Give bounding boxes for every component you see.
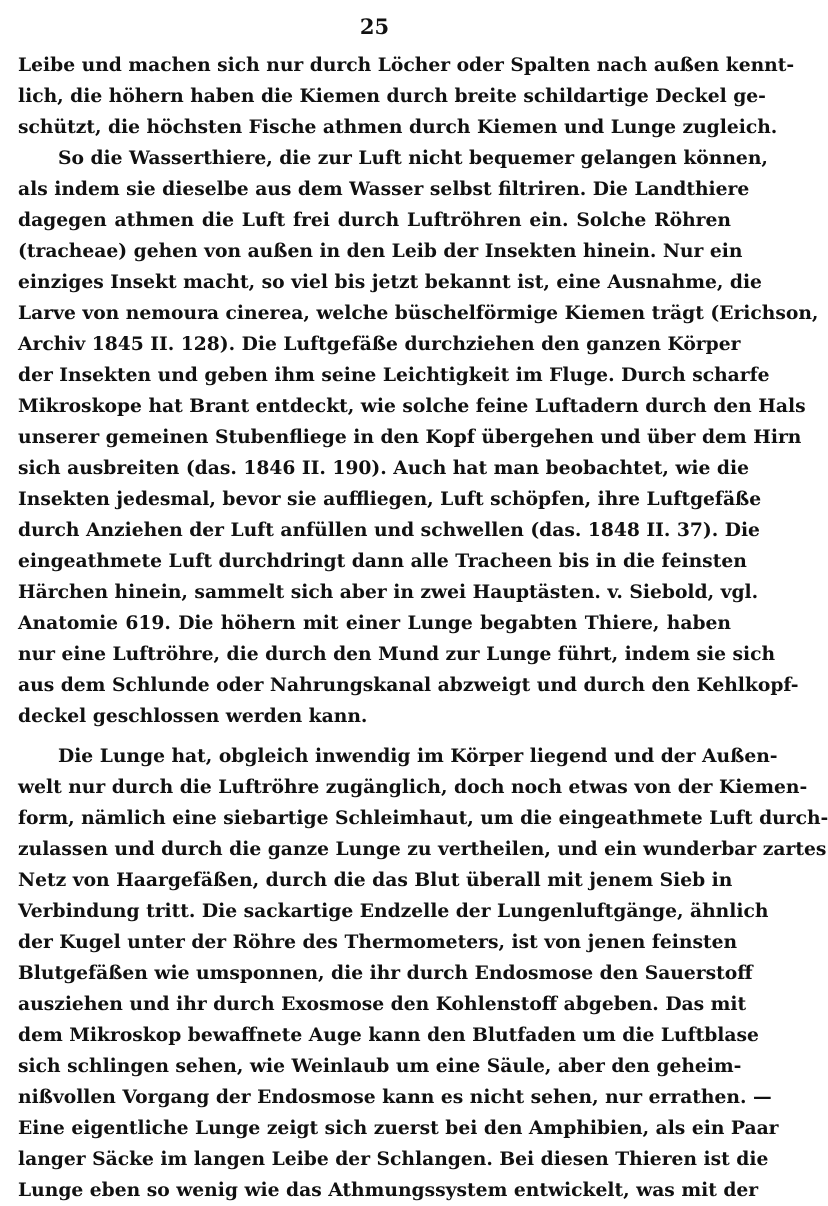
text-line: eingeathmete Luft durchdringt dann alle Tracheen bis in die feinsten [18, 550, 747, 572]
text-line: Insekten jedesmal, bevor sie auffliegen, Luft schöpfen, ihre Luftgefäße [18, 488, 762, 510]
text-line: Leibe und machen sich nur durch Löcher oder Spalten nach außen kennt- [18, 54, 795, 76]
text-line: aus dem Schlunde oder Nahrungskanal abzweigt und durch den Kehlkopf- [18, 674, 799, 696]
text-line: Netz von Haargefäßen, durch die das Blut überall mit jenem Sieb in [18, 869, 733, 891]
text-line: (tracheae) gehen von außen in den Leib der Insekten hinein. Nur ein [18, 240, 743, 262]
text-line: dagegen athmen die Luft frei durch Luftröhren ein. Solche Röhren [18, 209, 731, 231]
body-text [18, 50, 828, 1206]
paragraph [18, 741, 828, 1206]
text-line: als indem sie dieselbe aus dem Wasser selbst filtriren. Die Landthiere [18, 178, 750, 200]
text-line: Mikroskope hat Brant entdeckt, wie solche feine Luftadern durch den Hals [18, 395, 806, 417]
text-line: lich, die höhern haben die Kiemen durch breite schildartige Deckel ge- [18, 85, 766, 107]
text-line: nißvollen Vorgang der Endosmose kann es nicht sehen, nur errathen. — [18, 1086, 772, 1108]
text-line: sich schlingen sehen, wie Weinlaub um eine Säule, aber den geheim- [18, 1055, 742, 1077]
text-line: Anatomie 619. Die höhern mit einer Lunge begabten Thiere, haben [18, 612, 731, 634]
text-line: deckel geschlossen werden kann. [18, 705, 368, 727]
text-line: Härchen hinein, sammelt sich aber in zwei Hauptästen. v. Siebold, vgl. [18, 581, 759, 603]
text-line: Die Lunge hat, obgleich inwendig im Körper liegend und der Außen- [58, 745, 778, 767]
paragraph [18, 50, 795, 143]
text-line: Lunge eben so wenig wie das Athmungssystem entwickelt, was mit der [18, 1179, 759, 1201]
text-line: sich ausbreiten (das. 1846 II. 190). Auch hat man beobachtet, wie die [18, 457, 749, 479]
paragraph-gap [18, 732, 731, 741]
text-line: einziges Insekt macht, so viel bis jetzt bekannt ist, eine Ausnahme, die [18, 271, 762, 293]
paragraph [18, 143, 819, 732]
text-line: langer Säcke im langen Leibe der Schlangen. Bei diesen Thieren ist die [18, 1148, 769, 1170]
text-line: durch Anziehen der Luft anfüllen und schwellen (das. 1848 II. 37). Die [18, 519, 760, 541]
text-line: schützt, die höchsten Fische athmen durch Kiemen und Lunge zugleich. [18, 116, 778, 138]
text-line: der Insekten und geben ihm seine Leichtigkeit im Fluge. Durch scharfe [18, 364, 770, 386]
text-line: So die Wasserthiere, die zur Luft nicht bequemer gelangen können, [58, 147, 768, 169]
text-line: Archiv 1845 II. 128). Die Luftgefäße durchziehen den ganzen Körper [18, 333, 741, 355]
text-line: welt nur durch die Luftröhre zugänglich, doch noch etwas von der Kiemen- [18, 776, 808, 798]
page-number: 25 [359, 14, 390, 39]
text-line: form, nämlich eine siebartige Schleimhaut, um die eingeathmete Luft durch- [18, 807, 828, 829]
text-line: unserer gemeinen Stubenfliege in den Kopf übergehen und über dem Hirn [18, 426, 802, 448]
text-line: Larve von nemoura cinerea, welche büschelförmige Kiemen trägt (Erichson, [18, 302, 819, 324]
text-line: der Kugel unter der Röhre des Thermometers, ist von jenen feinsten [18, 931, 738, 953]
text-line: Eine eigentliche Lunge zeigt sich zuerst bei den Amphibien, als ein Paar [18, 1117, 779, 1139]
text-line: dem Mikroskop bewaffnete Auge kann den Blutfaden um die Luftblase [18, 1024, 759, 1046]
text-line: zulassen und durch die ganze Lunge zu vertheilen, und ein wunderbar zartes [18, 838, 827, 860]
text-line: ausziehen und ihr durch Exosmose den Kohlenstoff abgeben. Das mit [18, 993, 747, 1015]
text-line: Blutgefäßen wie umsponnen, die ihr durch Endosmose den Sauerstoff [18, 962, 753, 984]
text-line: nur eine Luftröhre, die durch den Mund zur Lunge führt, indem sie sich [18, 643, 776, 665]
text-line: Verbindung tritt. Die sackartige Endzelle der Lungenluftgänge, ähnlich [18, 900, 769, 922]
